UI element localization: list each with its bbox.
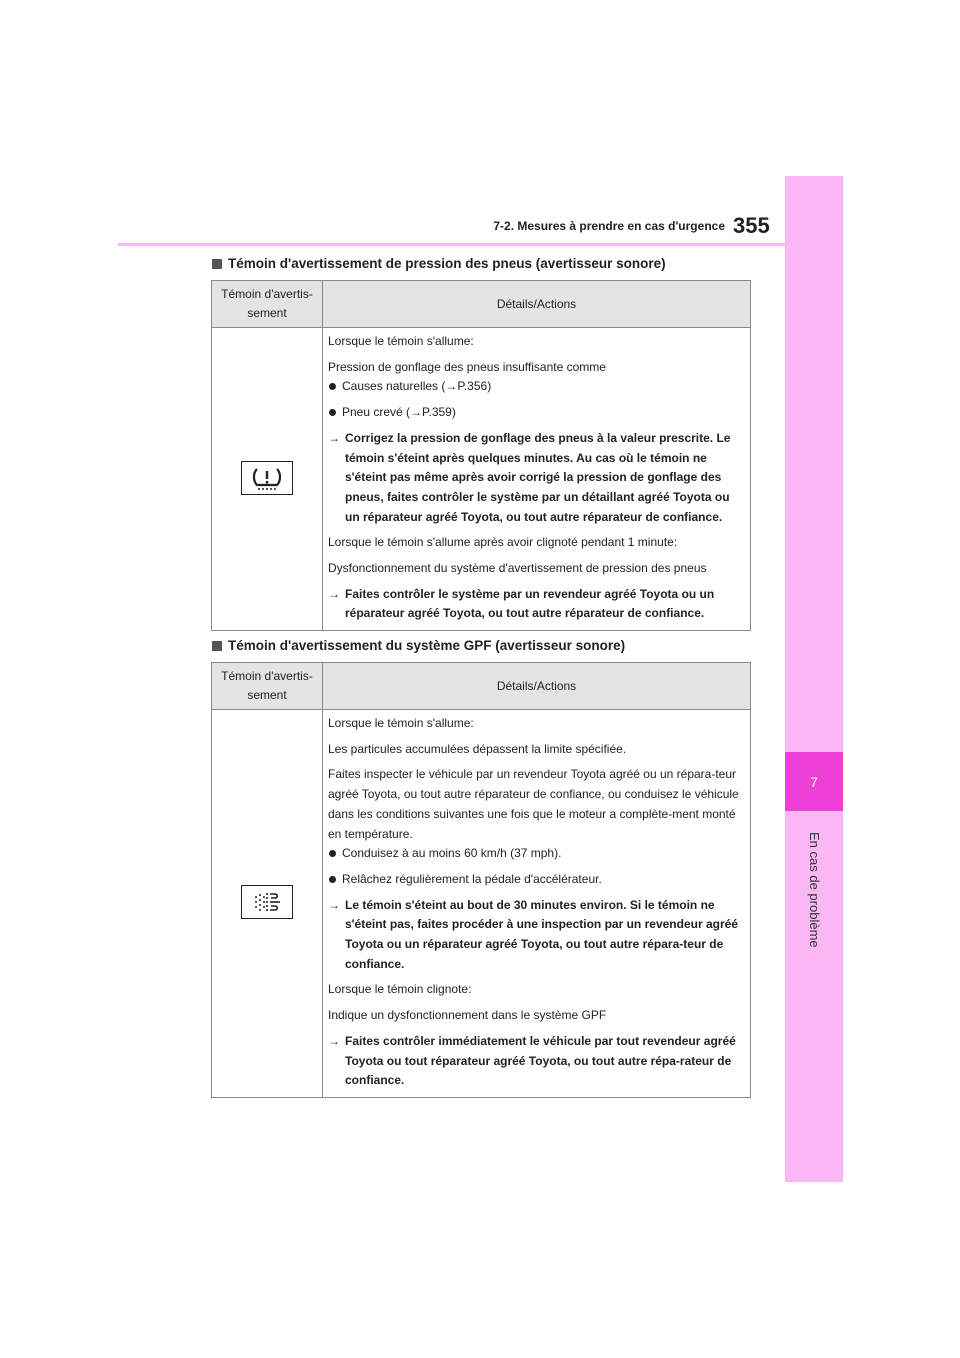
details-text: Faites inspecter le véhicule par un revendeur Toyota agréé ou un répara-teur agréé Toyota, ou tout autre réparateur de confiance, ou conduisez le véhicule dans les conditions suivantes une fois que le moteur a complète-ment monté en température. <box>328 767 739 841</box>
heading-square-icon <box>212 259 222 269</box>
details-text: Indique un dysfonctionnement dans le système GPF <box>328 1008 607 1023</box>
section-heading-tire-pressure <box>212 256 666 271</box>
details-text: Pression de gonflage des pneus insuffisante comme <box>328 359 606 374</box>
header-divider <box>118 243 785 246</box>
action-text: Le témoin s'éteint au bout de 30 minutes environ. Si le témoin ne s'éteint pas, faites procéder à une inspection par un revendeur agréé Toyota ou un réparateur agréé Toyota, ou tout autre répara-teur de confiance. <box>345 897 738 971</box>
action-item <box>328 585 744 624</box>
bullet-item: Relâchez régulièrement la pédale d'accélérateur. <box>328 870 744 890</box>
column-header-details: Détails/Actions <box>323 663 751 710</box>
indicator-cell <box>212 710 323 1098</box>
table-row <box>212 710 751 1098</box>
details-text: Lorsque le témoin s'allume après avoir clignoté pendant 1 minute: <box>328 535 678 550</box>
section-heading-gpf <box>212 638 625 653</box>
chapter-side-tab <box>785 176 843 1182</box>
arrow-icon: → <box>328 897 340 912</box>
bullet-item: Causes naturelles (→P.356) <box>328 377 744 397</box>
action-item <box>328 896 744 975</box>
bullet-item: Conduisez à au moins 60 km/h (37 mph). <box>328 844 744 864</box>
column-header-details: Détails/Actions <box>323 281 751 328</box>
table-header-row <box>212 281 751 328</box>
page-number: 355 <box>733 213 770 238</box>
details-text: Lorsque le témoin s'allume: <box>328 334 474 348</box>
action-text: Corrigez la pression de gonflage des pneus à la valeur prescrite. Le témoin s'éteint après quelques minutes. Au cas où le témoin ne s'éteint pas même après avoir corrigé la pression de gonflage des pneus, faites contrôler le système par un détaillant agréé Toyota ou un réparateur agréé Toyota, ou tout autre réparateur de confiance. <box>345 430 731 524</box>
action-text: Faites contrôler le système par un revendeur agréé Toyota ou un réparateur agréé Toyota, ou tout autre réparateur de confiance. <box>345 586 715 621</box>
chapter-number: 7 <box>785 752 843 811</box>
section-title: 7-2. Mesures à prendre en cas d'urgence <box>493 219 725 233</box>
details-cell <box>323 710 751 1098</box>
heading-text: Témoin d'avertissement du système GPF (avertisseur sonore) <box>228 638 626 653</box>
heading-square-icon <box>212 641 222 651</box>
arrow-icon: → <box>328 1033 340 1048</box>
details-cell <box>323 328 751 631</box>
action-item <box>328 429 744 528</box>
gpf-warning-icon <box>241 885 293 919</box>
table-header-row <box>212 663 751 710</box>
column-header-indicator: Témoin d'avertis-sement <box>212 663 323 710</box>
arrow-icon: → <box>328 586 340 601</box>
chapter-title: En cas de problème <box>807 832 822 948</box>
action-text: Faites contrôler immédiatement le véhicule par tout revendeur agréé Toyota ou tout réparateur agréé Toyota, ou tout autre répa-rateur de confiance. <box>345 1033 736 1088</box>
tire-pressure-warning-icon <box>241 461 293 495</box>
arrow-icon: → <box>328 430 340 445</box>
bullet-item: Pneu crevé (→P.359) <box>328 403 744 423</box>
warning-table-gpf <box>211 662 751 1098</box>
details-text: Lorsque le témoin s'allume: <box>328 716 474 730</box>
heading-text: Témoin d'avertissement de pression des pneus (avertisseur sonore) <box>228 256 666 271</box>
column-header-indicator: Témoin d'avertis-sement <box>212 281 323 328</box>
details-text: Les particules accumulées dépassent la limite spécifiée. <box>328 741 627 756</box>
action-item <box>328 1032 744 1091</box>
table-row <box>212 328 751 631</box>
warning-table-tire-pressure <box>211 280 751 631</box>
indicator-cell <box>212 328 323 631</box>
details-text: Lorsque le témoin clignote: <box>328 982 472 997</box>
details-text: Dysfonctionnement du système d'avertissement de pression des pneus <box>328 561 707 576</box>
